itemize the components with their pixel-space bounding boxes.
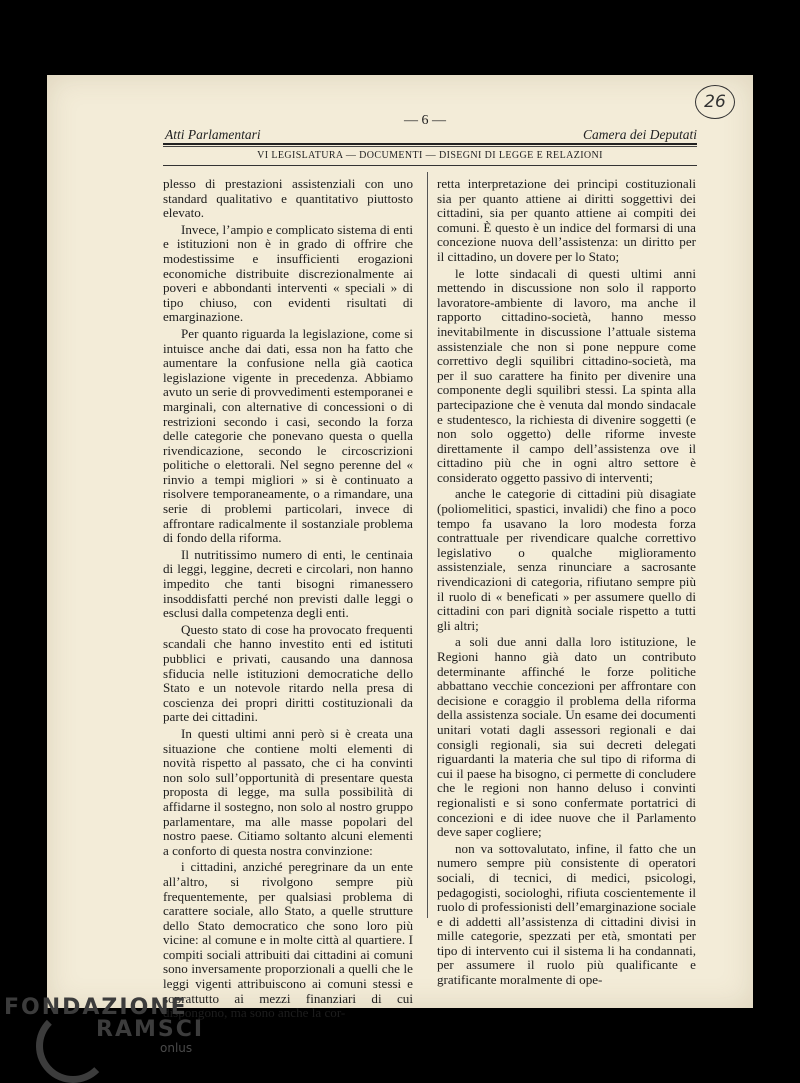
paragraph: Questo stato di cose ha provocato frequenti scandali che hanno investito enti ed istituti pubblici e privati, causando una dannosa sfiducia nelle istituzioni democratiche dello Stato e un notevole ritardo nella presa di coscienza dei propri diritti costituzionali da parte dei cittadini. [163,621,413,725]
paragraph: In questi ultimi anni però si è creata una situazione che contiene molti elementi di novità rispetto al passato, che ci ha convinti non solo sull’opportunità di presentare questa proposta di legge, ma sulla possibilità di affidarne il sostegno, non solo al nostro gruppo parlamentare, ma alle masse popolari del nostro paese. Citiamo soltanto alcuni elementi a conforto di questa nostra convinzione: [163,725,413,858]
logo-line-2: RAMSCI [96,1017,205,1042]
paragraph: i cittadini, anziché peregrinare da un ente all’altro, si rivolgono sempre più frequentemente, per qualsiasi problema di carattere sociale, allo Stato, a quelle strutture dello Stato democratico che sono loro più vicine: al comune e in molte città al quartiere. I compiti sociali attribuiti dai cittadini ai comuni sono inversamente proporzionali a quelli che le leggi vigenti attribuiscono ai comuni stessi e soprattutto ai mezzi finanziari di cui dispongono, ma sono anche la cor- [163,859,413,1021]
logo-line-1: FONDAZIONE [4,995,188,1020]
paragraph: Per quanto riguarda la legislazione, come si intuisce anche dai dati, essa non ha fatto che aumentare la confusione nella già caotica legislazione vigente in precedenza. Abbiamo avuto un serie di provvedimenti estemporanei e marginali, con alternative di concessioni o di restrizioni secondo i casi, secondo la forza delle categorie che ponevano questa o quella rivendicazione, secondo le circoscrizioni politiche o elettorali. Nel segno perenne del « rinvio a tempi migliori » si è continuato a risolvere temporaneamente, o a rimandare, una serie di problemi particolari, invece di affrontare radicalmente il sostanziale problema di fondo della riforma. [163,325,413,546]
paragraph: non va sottovalutato, infine, il fatto che un numero sempre più consistente di operatori sociali, di tecnici, di medici, psicologi, pedagogisti, sociologhi, rifiuta coscientemente il ruolo di professionisti dell’emarginazione sociale e di addetti all’assistenza di cittadini divisi in mille categorie, spezzati per età, smontati per tipo di intervento cui il sistema li ha condannati, per assumere il ruolo più qualificante e gratificante moralmente di ope- [437,840,696,988]
sub-header: VI LEGISLATURA — DOCUMENTI — DISEGNI DI LEGGE E RELAZIONI [257,150,603,161]
header-rule [163,143,697,145]
header-right: Camera dei Deputati [583,127,697,142]
paragraph: anche le categorie di cittadini più disagiate (poliomelitici, spastici, invalidi) che fino a poco tempo fa usavano la loro modesta forza contrattuale per rivendicare qualche correttivo legislativo o qualche miglioramento assistenziale, senza rinunciare a sacrosante rivendicazioni di categoria, rifiutano sempre più il ruolo di « beneficati » per assumere quello di cittadini con pari dignità sociale rispetto a tutti gli altri; [437,486,696,633]
header-rule-thin [163,146,697,147]
handwritten-page-number: 26 [695,85,735,119]
paragraph: plesso di prestazioni assistenziali con uno standard qualitativo e quantitativo piuttosto elevato. [163,176,413,221]
sub-header-rule [163,165,697,166]
paragraph: Il nutritissimo numero di enti, le centinaia di leggi, leggine, decreti e circolari, non hanno impedito che tanti bisogni rimanessero insoddisfatti perché non previsti dalle leggi o esclusi dalla competenza degli enti. [163,546,413,621]
header-left: Atti Parlamentari [165,127,261,142]
left-column [163,177,413,1023]
right-column [437,177,696,990]
paragraph: retta interpretazione dei principi costituzionali sia per quanto attiene ai diritti soggettivi dei cittadini, sia per quanto attiene ai compiti dei comuni. È questo è un indice del formarsi di una concezione nuova dell’assistenza: un diritto per il cittadino, un dovere per lo Stato; [437,176,696,264]
paragraph: Invece, l’ampio e complicato sistema di enti e istituzioni non è in grado di offrire che modestissime e insufficienti erogazioni economiche distribuite discrezionalmente ai poveri e abbondanti interventi « speciali » di tipo chiuso, con evidenti risultati di emarginazione. [163,221,413,325]
column-divider [427,172,428,918]
paragraph: le lotte sindacali di questi ultimi anni mettendo in discussione non solo il rapporto lavoratore-ambiente di lavoro, ma anche il rapporto cittadino-società, hanno messo inevitabilmente in discussione l’attuale sistema assistenziale che non si pone neppure come correttivo degli squilibri cittadino-società, ma per il suo carattere ha finito per divenire una componente degli squilibri stessi. La spinta alla partecipazione che è venuta dal mondo sindacale e studentesco, la richiesta di divenire soggetti (e non solo oggetto) delle riforme investe direttamente il campo dell’assistenza ove il cittadino più che in ogni altro settore è considerato oggetto passivo di interventi; [437,265,696,485]
page-number: — 6 — [404,113,446,128]
paragraph: a soli due anni dalla loro istituzione, le Regioni hanno già dato un contributo determinante affinché le forze politiche abbattano vecchie concezioni per affrontare con decisione e coraggio il problema della riforma della assistenza sociale. Un esame dei documenti unitari votati dagli assessori regionali e dai consigli regionali, sia sui decreti delegati riguardanti la materia che sul tipo di riforma di cui il paese ha bisogno, ci permette di concludere che le regioni non hanno deluso i convinti regionalisti e si sono confermate portatrici di concezioni e di idee nuove che il Parlamento deve saper cogliere; [437,634,696,840]
logo-line-3: onlus [160,1041,193,1055]
fondazione-gramsci-logo [0,995,230,1080]
